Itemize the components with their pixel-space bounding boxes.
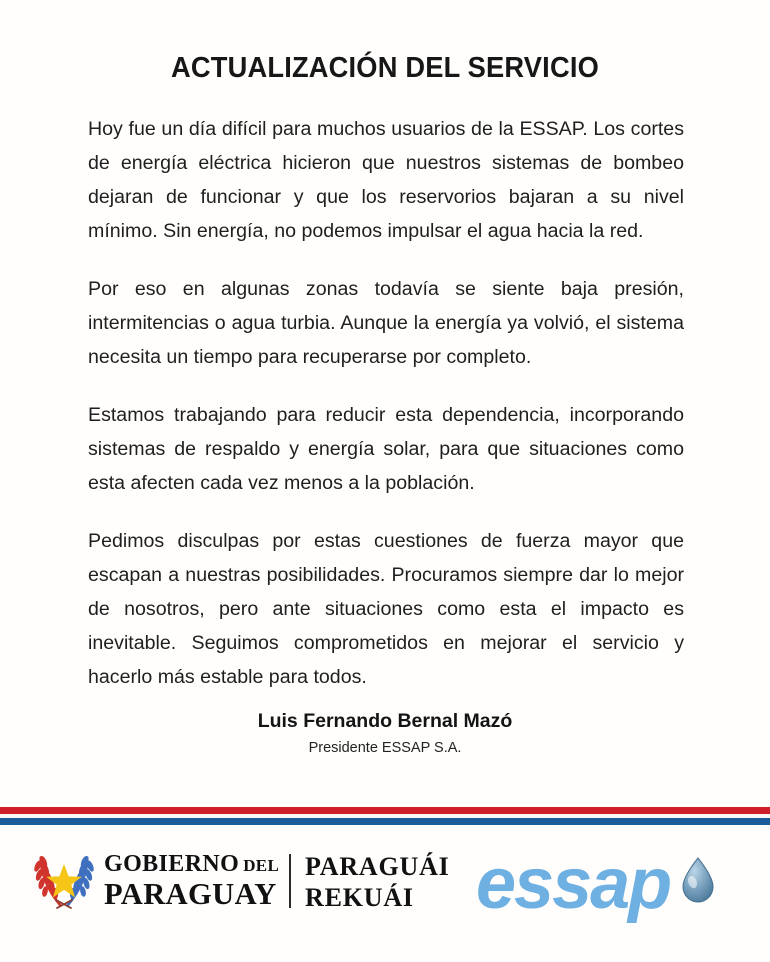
- gobierno-paraguay-logo: [30, 848, 279, 914]
- paragraph-3: Estamos trabajando para reducir esta dependencia, incorporando sistemas de respaldo y energía solar, para que situaciones como esta afecten cada vez menos a la población.: [88, 404, 684, 494]
- paraguay-coat-of-arms-wreath-star-icon: [30, 848, 98, 914]
- gov-line1-small: DEL: [243, 856, 280, 876]
- water-droplet-icon: [683, 858, 713, 902]
- essap-wordmark-text: essap: [476, 846, 671, 924]
- gobierno-paraguay-wordmark: [104, 852, 279, 910]
- essap-logo: [474, 846, 744, 926]
- paragraph-1: Hoy fue un día difícil para muchos usuarios de la ESSAP. Los cortes de energía eléctrica hicieron que nuestros sistemas de bombeo dejaran de funcionar y que los reservorios bajaran a su nivel mínimo. Sin energía, no podemos impulsar el agua hacia la red.: [88, 118, 684, 242]
- page-title: ACTUALIZACIÓN DEL SERVICIO: [171, 52, 599, 84]
- guarani-line2: REKUÁI: [305, 883, 414, 912]
- essap-wordmark: [476, 846, 670, 924]
- announcement-body: [88, 112, 684, 694]
- paraguai-rekuai-logo: [305, 854, 450, 911]
- signatory-role: Presidente ESSAP S.A.: [308, 740, 462, 756]
- flag-stripe-blue: [0, 818, 770, 825]
- gov-line2: PARAGUAY: [104, 877, 277, 912]
- signature-block: [0, 708, 770, 759]
- guarani-line1: PARAGUÁI: [305, 852, 450, 881]
- flag-stripe-red: [0, 807, 770, 814]
- paragraph-2: Por eso en algunas zonas todavía se siente baja presión, intermitencias o agua turbia. Aunque la energía ya volvió, el sistema necesita un tiempo para recuperarse por completo.: [88, 278, 684, 368]
- gov-line1-main: GOBIERNO: [104, 851, 240, 878]
- signatory-name: Luis Fernando Bernal Mazó: [257, 710, 513, 732]
- footer-logos: [0, 840, 770, 940]
- paragraph-4: Pedimos disculpas por estas cuestiones de fuerza mayor que escapan a nuestras posibilidades. Procuramos siempre dar lo mejor de nosotros, pero ante situaciones como esta el impacto es inevitable. Seguimos comprometidos en mejorar el servicio y hacerlo más estable para todos.: [88, 530, 684, 688]
- logo-divider: [289, 854, 291, 908]
